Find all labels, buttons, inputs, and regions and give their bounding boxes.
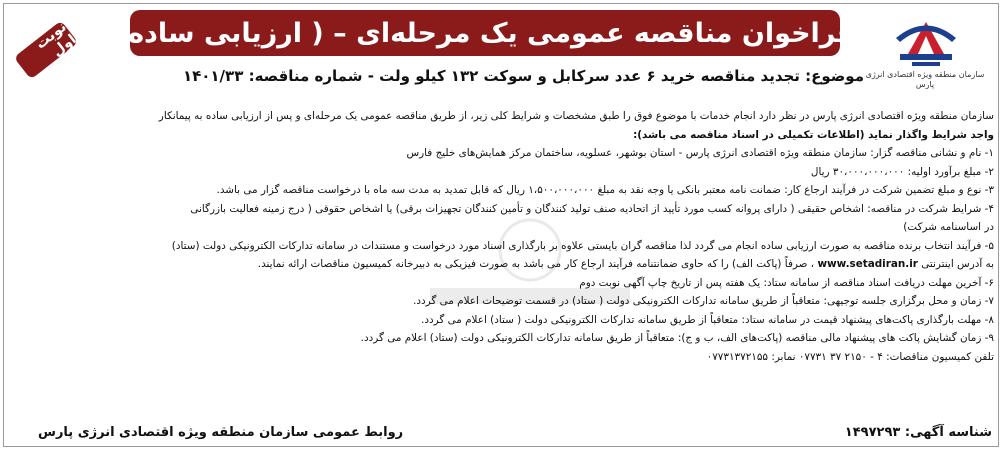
item-4-line-1: ۴- شرایط شرکت در مناقصه: اشخاص حقیقی ( دارای پروانه کسب مورد تأیید از اتحادیه صنف تولید کنندگان و تأمین کنندگان تجهیزات برقی) یا اشخاص حقوقی ( درج زمینه فعالیت بازرگانی: [190, 202, 994, 215]
intro-line-2: واجد شرایط واگذار نماید (اطلاعات تکمیلی در اسناد مناقصه می باشد):: [633, 128, 994, 141]
item-5-post: ، صرفاً (پاکت الف) را که حاوی ضمانتنامه فرآیند ارجاع کار می باشد به صورت فیزیکی به دبیرخانه کمیسیون مناقصات ارائه نمایند.: [257, 258, 815, 270]
item-6: ۶- آخرین مهلت دریافت اسناد مناقصه از سامانه ستاد: یک هفته پس از تاریخ چاپ آگهی نوبت دوم: [579, 276, 994, 289]
item-5-pre: به آدرس اینترنتی: [921, 258, 994, 270]
setadiran-link[interactable]: www.setadiran.ir: [817, 258, 918, 270]
round-badge-wrapper: [16, 18, 80, 80]
title-banner: [115, 10, 855, 56]
item-4-line-2: در اساسنامه شرکت): [903, 221, 994, 233]
tender-body: [4, 107, 994, 366]
item-7: ۷- زمان و محل برگزاری جلسه توجیهی: متعاقباً از طریق سامانه تدارکات الکترونیکی دولت ( ستاد) در قسمت توضیحات اعلام می گردد.: [413, 295, 994, 307]
item-8: ۸- مهلت بارگذاری پاکت‌های پیشنهاد قیمت در سامانه ستاد: متعاقباً از طریق سامانه تدارکات الکترونیکی دولت ( ستاد) اعلام می گردد.: [421, 313, 994, 326]
item-5-line-2: [4, 255, 994, 274]
phone-line: تلفن کمیسیون مناقصات: ۴ - ۲۱۵۰ ۳۷ ۰۷۷۳۱ نمابر: ۰۷۷۳۱۳۷۲۱۵۵: [706, 350, 994, 363]
intro-line-1: سازمان منطقه ویژه اقتصادی انرژی پارس در نظر دارد انجام خدمات با موضوع فوق را طبق مشخصات و شرایط کلی زیر، از طریق مناقصه عمومی یک مرحله‌ای و پس از ارزیابی ساده به پیمانکار: [158, 110, 994, 122]
ad-id: شناسه آگهی: ۱۴۹۷۲۹۳: [844, 425, 992, 440]
subject-line: موضوع: تجدید مناقصه خرید ۶ عدد سرکابل و سوکت ۱۳۲ کیلو ولت - شماره مناقصه: ۱۴۰۱/۳۳: [182, 67, 864, 85]
item-1: ۱- نام و نشانی مناقصه گزار: سازمان منطقه ویژه اقتصادی انرژی پارس - استان بوشهر، عسلویه، ساختمان مرکز همایش‌های خلیج فارس: [406, 147, 994, 159]
signature: روابط عمومی سازمان منطقه ویژه اقتصادی انرژی پارس: [38, 425, 404, 440]
item-2: ۲- مبلغ برآورد اولیه: ۳۰،۰۰۰،۰۰۰،۰۰۰ ریال: [810, 165, 994, 178]
logo-caption: سازمان منطقه ویژه اقتصادی انرژی پارس: [865, 70, 985, 89]
item-3: ۳- نوع و مبلغ تضمین شرکت در فرآیند ارجاع کار: ضمانت نامه معتبر بانکی یا وجه نقد به مبلغ ۱،۵۰۰،۰۰۰،۰۰۰ ریال که قابل تمدید به مدت سه ماه با درخواست مناقصه گزار می باشد.: [216, 184, 994, 196]
page-title: فراخوان مناقصه عمومی یک مرحله‌ای – ( ارزیابی ساده): [115, 17, 855, 49]
round-badge: نوبت اول: [14, 20, 79, 79]
item-9: ۹- زمان گشایش پاکت های پیشنهاد مالی مناقصه (پاکت‌های الف، ب و ج): متعاقباً از طریق سامانه تدارکات الکترونیکی دولت (ستاد) اعلام می گردد.: [360, 332, 994, 344]
item-5-line-1: ۵- فرآیند انتخاب برنده مناقصه به صورت ارزیابی ساده انجام می گردد لذا مناقصه گران بایستی علاوه بر بارگذاری اسناد مورد درخواست و مستندات در سامانه تدارکات الکترونیکی دولت (ستاد): [171, 239, 994, 252]
